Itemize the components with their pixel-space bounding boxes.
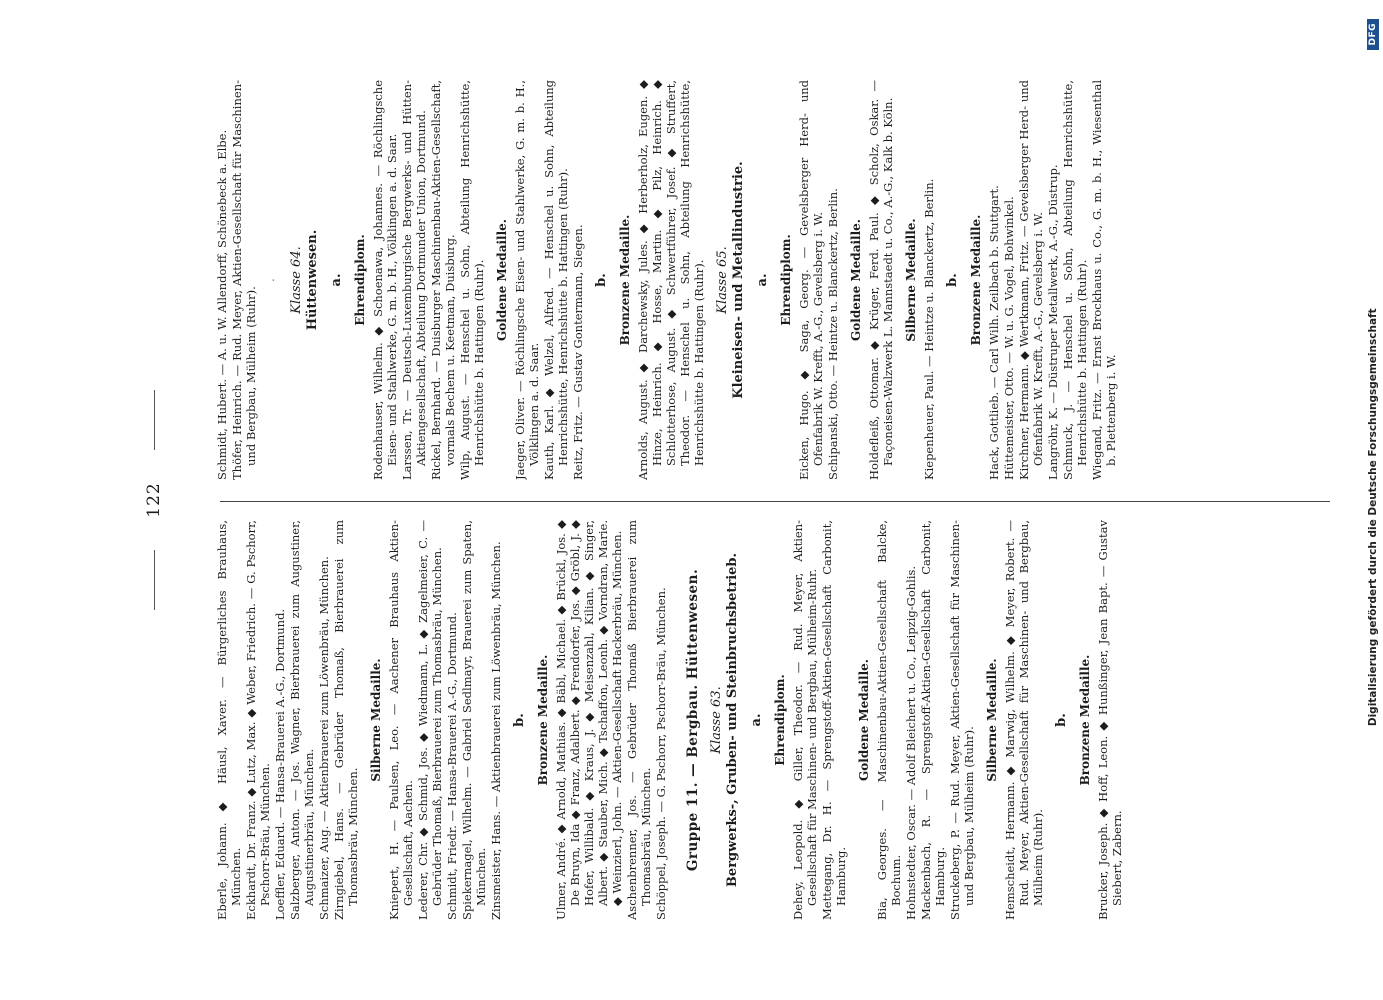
class-subtitle: Bergwerks-, Gruben- und Steinbruchsbetrieb. bbox=[725, 552, 740, 888]
award-entry: Eckhardt, Dr. Franz. ◆ Lutz, Max. ◆ Weber, Friedrich. — G. Pschorr, Pschorr-Bräu, München. bbox=[244, 520, 272, 920]
class-title: Klasse 63. bbox=[709, 686, 724, 754]
award-entry: Larssen, Tr. — Deutsch-Luxemburgische Bergwerks- und Hütten-Aktiengesellschaft, Abteilung Dortmunder Union, Dortmund. bbox=[400, 80, 428, 480]
award-entry: Ulmer, André. ◆ Arnold, Mathias. ◆ Bäbl, Michael. ◆ Brückl, Jos. ◆ De Bruyn, Ida ◆ Franz, Adalbert. ◆ Frendorfer, Jos. ◆ Gröbl, J. ◆ Hofer, Willibald. ◆ Kraus, J. ◆ Meisenzahl, Kilian. ◆ Singer, Albert. ◆ Stauber, Mich. ◆ Tschaffon, Leonh. ◆ Vorndran, Marie. ◆ Weinzierl, John. — Aktien-Gesellschaft Hackerbräu, München. bbox=[554, 520, 624, 920]
award-entry: Schmidt, Friedr. — Hansa-Brauerei A.-G., Dortmund. bbox=[445, 612, 459, 920]
dfg-logo: DFG bbox=[1367, 19, 1379, 50]
award-entry: Eberle, Johann. ◆ Häusl, Xaver. — Bürgerliches Brauhaus, München. bbox=[215, 520, 243, 920]
award-entry: Wiegand, Fritz. — Ernst Brockhaus u. Co., G. m. b. H., Wiesenthal b. Plettenberg i. W. bbox=[1090, 80, 1118, 480]
column-divider bbox=[220, 501, 1330, 502]
section-letter: a. bbox=[755, 273, 770, 287]
section-letter: b. bbox=[1054, 713, 1069, 727]
award-entry: Loeffler, Eduard. — Hansa-Brauerei A.-G., Dortmund. bbox=[273, 608, 287, 920]
medal-heading: Goldene Medaille. bbox=[495, 219, 509, 341]
award-entry: Hohnstedter, Oscar. — Adolf Bleichert u. Co., Leipzig-Gohlis. bbox=[904, 565, 918, 920]
award-entry: Mackenbach, R. — Sprengstoff-Aktien-Gesellschaft Carbonit, Hamburg. bbox=[919, 520, 947, 920]
class-title: Klasse 65. bbox=[715, 246, 730, 314]
medal-heading: Silberne Medaille. bbox=[369, 658, 383, 782]
award-entry: Salzberger, Anton. — Jos. Wagner, Bierbrauerei zum Augustiner, Augustinerbräu, München. bbox=[288, 520, 316, 920]
award-entry: Reitz, Fritz. — Gustav Gontermann, Siegen. bbox=[571, 224, 585, 480]
section-letter: a. bbox=[329, 273, 344, 287]
award-entry: Brucker, Joseph. ◆ Hoff, Leon. ◆ Hunßinger, Jean Bapt. — Gustav Siebert, Zabern. bbox=[1096, 520, 1124, 920]
class-subtitle: Hüttenwesen. bbox=[305, 229, 320, 331]
award-entry: Hemscheidt, Hermann. ◆ Marwig, Wilhelm. ◆ Meyer, Robert. — Rud. Meyer, Aktien-Gesellschaft für Maschinen- und Bergbau, Mülheim (Ruhr). bbox=[1003, 520, 1045, 920]
award-entry: Thöfer, Heinrich. — Rud. Meyer, Aktien-Gesellschaft für Maschinen- und Bergbau, Mülheim (Ruhr). bbox=[230, 80, 258, 480]
digitization-credit bbox=[1364, 5, 1382, 985]
award-entry: Aschenbrenner, Jos. — Gebrüder Thomaß Bierbrauerei zum Thomasbräu, München. bbox=[625, 520, 653, 920]
medal-heading: Bronzene Medaille. bbox=[536, 654, 550, 786]
award-entry: Spiekernagel, Wilhelm. — Gabriel Sedlmayr, Brauerei zum Spaten, München. bbox=[460, 520, 488, 920]
medal-heading: Bronzene Medaille. bbox=[1078, 654, 1092, 786]
award-entry: Bia, Georges. — Maschinenbau-Aktien-Gesellschaft Balcke, Bochum. bbox=[875, 520, 903, 920]
section-letter: b. bbox=[594, 273, 609, 287]
award-entry: Kauth, Karl. ◆ Welzel, Alfred. — Henschel u. Sohn, Abteilung Henrichshütte, Henrichshütte b. Hattingen (Ruhr). bbox=[542, 80, 570, 480]
award-entry: Eicken, Hugo. ◆ Saga, Georg. — Gevelsberger Herd- und Ofenfabrik W. Krefft, A.-G., Gevelsberg i. W. bbox=[797, 80, 825, 480]
award-entry: Wilp, August. — Henschel u. Sohn, Abteilung Henrichshütte, Henrichshütte b. Hattingen (Ruhr). bbox=[458, 80, 486, 480]
award-entry: Zinsmeister, Hans. — Aktienbrauerei zum Löwenbräu, München. bbox=[489, 541, 503, 920]
class-title: Klasse 64. bbox=[289, 246, 304, 314]
award-entry: Struckeberg, P. — Rud. Meyer, Aktien-Gesellschaft für Maschinen- und Bergbau, Mülheim (Ruhr). bbox=[948, 520, 976, 920]
right-column bbox=[215, 80, 1335, 480]
award-entry: Kniepert, H. — Paulsen, Leo. — Aachener Brauhaus Aktien-Gesellschaft, Aachen. bbox=[387, 520, 415, 920]
scanned-page bbox=[130, 60, 1370, 940]
footer-credit-text: Digitalisierung gefördert durch die Deutsche Forschungsgemeinschaft bbox=[1367, 308, 1379, 727]
award-entry: Langröhr, K. — Düstruper Metallwerk, A.-G., Düstrup. bbox=[1046, 164, 1060, 480]
award-entry: Rickel, Bernhard. — Duisburger Maschinenbau-Aktien-Gesellschaft, vormals Bechem u. Keetman, Duisburg. bbox=[429, 80, 457, 480]
rotated-page-content bbox=[130, 60, 1370, 940]
section-letter: b. bbox=[512, 713, 527, 727]
award-entry: Kirchner, Hermann. ◆ Wertkmann, Fritz. — Gevelsberger Herd- und Ofenfabrik W. Krefft, A.-G., Gevelsberg i. W. bbox=[1017, 80, 1045, 480]
section-letter: b. bbox=[945, 273, 960, 287]
award-entry: Kiepenheuer, Paul. — Heintze u. Blanckertz, Berlin. bbox=[922, 178, 936, 480]
award-entry: Schipanski, Otto. — Heintze u. Blanckertz, Berlin. bbox=[826, 188, 840, 480]
medal-heading: Bronzene Medaille. bbox=[969, 214, 983, 346]
award-entry: Zirngiebel, Hans. — Gebrüder Thomaß, Bierbrauerei zum Thomasbräu, München. bbox=[332, 520, 360, 920]
award-entry: Mettegang, Dr. H. — Sprengstoff-Aktien-Gesellschaft Carbonit, Hamburg. bbox=[820, 520, 848, 920]
medal-heading: Silberne Medaille. bbox=[985, 658, 999, 782]
award-entry: Rodenhauser, Wilhelm. ◆ Schoenawa, Johannes. — Röchlingsche Eisen- und Stahlwerke, G. m. b. H., Völklingen a. d. Saar. bbox=[371, 80, 399, 480]
medal-heading: Silberne Medaille. bbox=[904, 218, 918, 342]
award-entry: Holdefleiß, Ottomar. ◆ Krüger, Ferd. Paul. ◆ Scholz, Oskar. — Façoneisen-Walzwerk L. Mannstaedt u. Co., A.-G., Kalk b. Köln. bbox=[867, 80, 895, 480]
page-number-rule-right bbox=[154, 390, 155, 450]
medal-heading: Bronzene Medaille. bbox=[618, 214, 632, 346]
award-entry: Lederer, Chr. ◆ Schmid, Jos. ◆ Wiedmann, L. ◆ Zagelmeier, C. — Gebrüder Thomaß, Bierbrauerei zum Thomasbräu, München. bbox=[416, 520, 444, 920]
award-entry: Schöppel, Joseph. — G. Pschorr, Pschorr-Bräu, München. bbox=[654, 587, 668, 920]
medal-heading: Goldene Medaille. bbox=[857, 659, 871, 781]
award-entry: Schmidt, Hubert. — A. u. W. Allendorff, Schönebeck a. Elbe. bbox=[215, 129, 229, 480]
section-letter: a. bbox=[749, 713, 764, 727]
page-number: 122 bbox=[144, 482, 164, 518]
separator-dot: · bbox=[266, 278, 280, 282]
left-column bbox=[215, 520, 1335, 920]
medal-heading: Ehrendiplom. bbox=[353, 234, 367, 326]
award-entry: Schmuck, J. — Henschel u. Sohn, Abteilung Henrichshütte, Henrichshütte b. Hattingen (Ruhr). bbox=[1061, 80, 1089, 480]
medal-heading: Ehrendiplom. bbox=[773, 674, 787, 766]
award-entry: Schmaizer, Aug. — Aktienbrauerei zum Löwenbräu, München. bbox=[317, 556, 331, 920]
award-entry: Arnolds, August. ◆ Darchewsky, Jules. ◆ Herberholz, Eugen. ◆ Hinze, Heinrich. ◆ Hosse, Martin. ◆ Pilz, Heinrich. ◆ Schlotterhose, August. ◆ Schwertführer, Josef. ◆ Struffert, Theodor. — Henschel u. Sohn, Abteilung Henrichshütte, Henrichshütte b. Hattingen (Ruhr). bbox=[636, 80, 706, 480]
award-entry: Jaeger, Oliver. — Röchlingsche Eisen- und Stahlwerke, G. m. b. H., Völklingen a. d. Saar. bbox=[513, 80, 541, 480]
group-title: Gruppe 11. — Bergbau. Hüttenwesen. bbox=[685, 568, 701, 872]
medal-heading: Goldene Medaille. bbox=[849, 219, 863, 341]
award-entry: Hack, Gottlieb. — Carl Wilh. Zeilbach b. Stuttgart. bbox=[987, 185, 1001, 480]
award-entry: Dehey, Leopold. ◆ Giller, Theodor. — Rud. Meyer, Aktien-Gesellschaft für Maschinen- und Bergbau, Mülheim-Ruhr. bbox=[791, 520, 819, 920]
award-entry: Hüttemeister, Otto. — W. u. G. Vogel, Bohwinkel. bbox=[1002, 196, 1016, 480]
class-subtitle: Kleineisen- und Metallindustrie. bbox=[731, 161, 746, 399]
medal-heading: Ehrendiplom. bbox=[779, 234, 793, 326]
